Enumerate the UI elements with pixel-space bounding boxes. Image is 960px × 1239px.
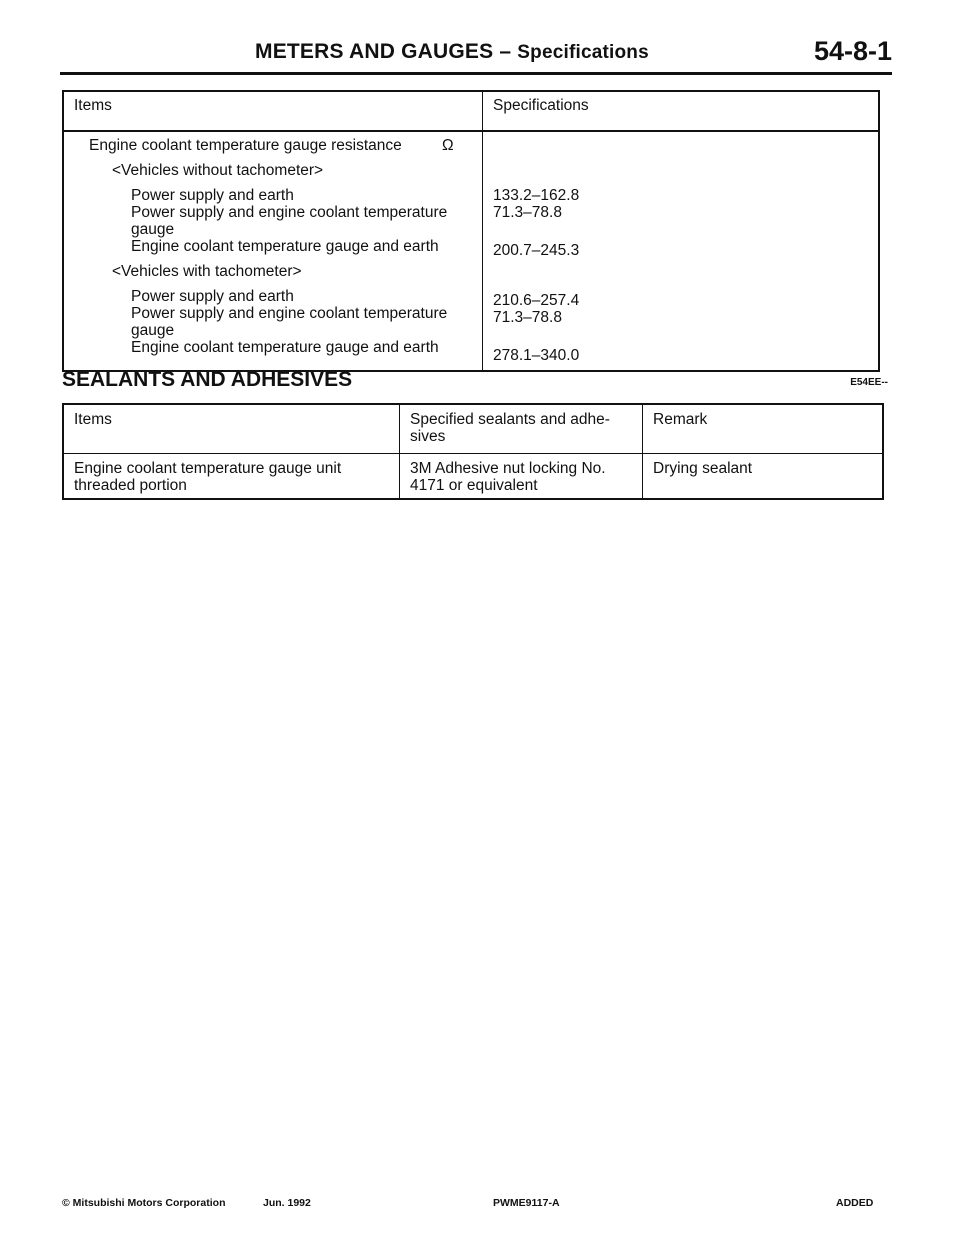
sealants-header-remark-text: Remark — [653, 411, 708, 428]
footer-copyright: © Mitsubishi Motors Corporation — [62, 1197, 226, 1209]
sealant-item-cell — [63, 454, 400, 500]
g1-r2-value: 71.3–78.8 — [493, 204, 562, 221]
page-header — [60, 36, 892, 75]
specifications-table — [62, 90, 880, 372]
group-without-tachometer: <Vehicles without tachometer> — [112, 162, 324, 179]
g1-r3-value: 200.7–245.3 — [493, 242, 580, 259]
g1-r1-value: 133.2–162.8 — [493, 187, 580, 204]
title-sub: Specifications — [517, 42, 649, 63]
g2-r1-value: 210.6–257.4 — [493, 292, 580, 309]
footer-status: ADDED — [836, 1197, 874, 1209]
sealant-remark-cell — [643, 454, 884, 500]
sealant-item-a: Engine coolant temperature gauge unit — [74, 460, 342, 477]
g2-r2-label-a: Power supply and engine coolant temperature — [131, 305, 448, 322]
sealants-header-row — [63, 404, 883, 454]
g1-r1-label: Power supply and earth — [131, 187, 294, 204]
g1-r2-label-a: Power supply and engine coolant temperature — [131, 204, 448, 221]
sealants-section-code: E54EE-- — [850, 377, 888, 388]
table-row — [63, 454, 883, 500]
spec-header-row — [63, 91, 879, 131]
g2-r3-label: Engine coolant temperature gauge and earth — [131, 339, 439, 356]
g1-r3-label: Engine coolant temperature gauge and earth — [131, 238, 439, 255]
sealants-table — [62, 403, 884, 500]
sealants-header-sealant — [400, 404, 643, 454]
spec-items-cell — [63, 131, 483, 371]
sealants-header-sealant-b: sives — [410, 428, 446, 445]
page-number: 54-8-1 — [813, 36, 892, 66]
sealant-remark: Drying sealant — [653, 460, 753, 477]
g2-r1-label: Power supply and earth — [131, 288, 294, 305]
g2-r3-value: 278.1–340.0 — [493, 347, 580, 364]
sealant-product-b: 4171 or equivalent — [410, 477, 538, 494]
sealant-item-b: threaded portion — [74, 477, 187, 494]
spec-values-cell — [483, 131, 880, 371]
spec-header-items: Items — [63, 91, 483, 131]
ohm-unit: Ω — [442, 137, 454, 154]
spec-body-row — [63, 131, 879, 371]
sealants-section-title: SEALANTS AND ADHESIVES — [62, 368, 353, 391]
sealant-product-a: 3M Adhesive nut locking No. — [410, 460, 606, 477]
footer-date: Jun. 1992 — [263, 1197, 311, 1209]
page-title — [255, 40, 649, 64]
spec-header-specifications: Specifications — [483, 91, 880, 131]
g2-r2-label-b: gauge — [131, 322, 175, 339]
sealants-header-remark — [643, 404, 884, 454]
title-main: METERS AND GAUGES – — [255, 40, 518, 63]
sealants-header-items-text: Items — [74, 411, 112, 428]
group-with-tachometer: <Vehicles with tachometer> — [112, 263, 302, 280]
g2-r2-value: 71.3–78.8 — [493, 309, 562, 326]
spec-heading — [64, 137, 482, 154]
sealants-header-sealant-a: Specified sealants and adhe- — [410, 411, 610, 428]
spec-heading-text: Engine coolant temperature gauge resistance — [89, 137, 402, 154]
g1-r2-label-b: gauge — [131, 221, 175, 238]
sealants-header-items — [63, 404, 400, 454]
sealant-product-cell — [400, 454, 643, 500]
footer-doc-code: PWME9117-A — [493, 1197, 560, 1209]
